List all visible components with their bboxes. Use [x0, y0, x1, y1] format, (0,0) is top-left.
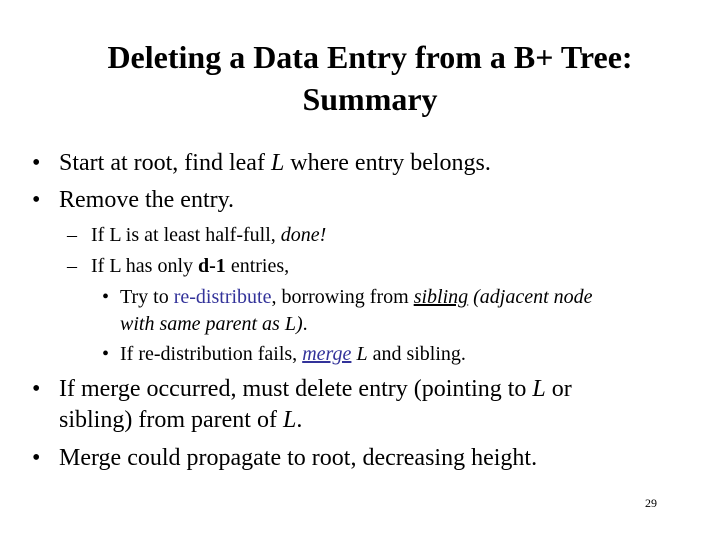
sub-sub-bullet-2-part: If re-distribution fails, [120, 343, 303, 365]
bullet-marker: • [102, 286, 110, 308]
sub-sub-bullet-1-part: Try to [120, 286, 174, 308]
slide-title [40, 36, 700, 120]
bullet-2-part: Remove the entry. [59, 187, 235, 213]
title-line-2: Summary [302, 81, 438, 117]
sub-bullet-2-part: entries, [225, 255, 290, 277]
bullet-marker: • [32, 187, 41, 213]
sub-bullet-2-text [91, 255, 289, 278]
sub-bullet-1-text [91, 224, 326, 247]
bullet-4-text [59, 445, 537, 472]
bullet-4-part: Merge could propagate to root, decreasing height. [59, 445, 538, 471]
dash-marker: – [67, 224, 77, 246]
sub-bullet-1-part: If L is at least half-full, [91, 224, 281, 246]
bullet-3-line-1 [59, 376, 572, 403]
bullet-1-text [59, 150, 491, 177]
sub-sub-bullet-1-part: re-distribute [173, 286, 272, 308]
bullet-marker: • [32, 376, 41, 402]
sub-sub-bullet-1-line-2 [120, 313, 308, 336]
bullet-3-part: . [296, 407, 303, 433]
bullet-marker: • [32, 150, 41, 176]
sub-sub-bullet-2-part: and sibling. [367, 343, 466, 365]
bullet-3-part: sibling) from parent of [59, 407, 283, 433]
sub-sub-bullet-1-part: . [302, 313, 308, 335]
sub-bullet-2-part: d-1 [198, 255, 226, 277]
bullet-3-part: L [282, 407, 297, 433]
bullet-marker: • [102, 343, 110, 365]
sub-sub-bullet-1-part: with same parent as L) [120, 313, 303, 335]
sub-bullet-1-part: done! [280, 224, 327, 246]
bullet-1-part: L [270, 150, 285, 176]
dash-marker: – [67, 255, 77, 277]
sub-sub-bullet-1-part: sibling [413, 286, 469, 308]
bullet-3-part: If merge occurred, must delete entry (pointing to [59, 376, 533, 402]
bullet-3-part: L [532, 376, 546, 402]
bullet-marker: • [32, 445, 41, 471]
sub-bullet-2-part: If L has only [91, 255, 199, 277]
page-number: 29 [645, 496, 657, 510]
sub-sub-bullet-1-part: , borrowing from [271, 286, 414, 308]
sub-sub-bullet-1-part: (adjacent node [468, 286, 593, 308]
bullet-3-line-2 [59, 407, 302, 434]
sub-sub-bullet-2-part: merge [302, 343, 352, 365]
sub-sub-bullet-2-text [120, 343, 466, 366]
bullet-1-part: where entry belongs. [284, 150, 491, 176]
bullet-1-part: Start at root, find leaf [59, 150, 271, 176]
title-line-1: Deleting a Data Entry from a B+ Tree: [107, 39, 633, 75]
sub-sub-bullet-2-part: L [356, 343, 368, 365]
bullet-3-part: or [545, 376, 572, 402]
bullet-2-text [59, 187, 234, 214]
sub-sub-bullet-1-line-1 [120, 286, 593, 309]
